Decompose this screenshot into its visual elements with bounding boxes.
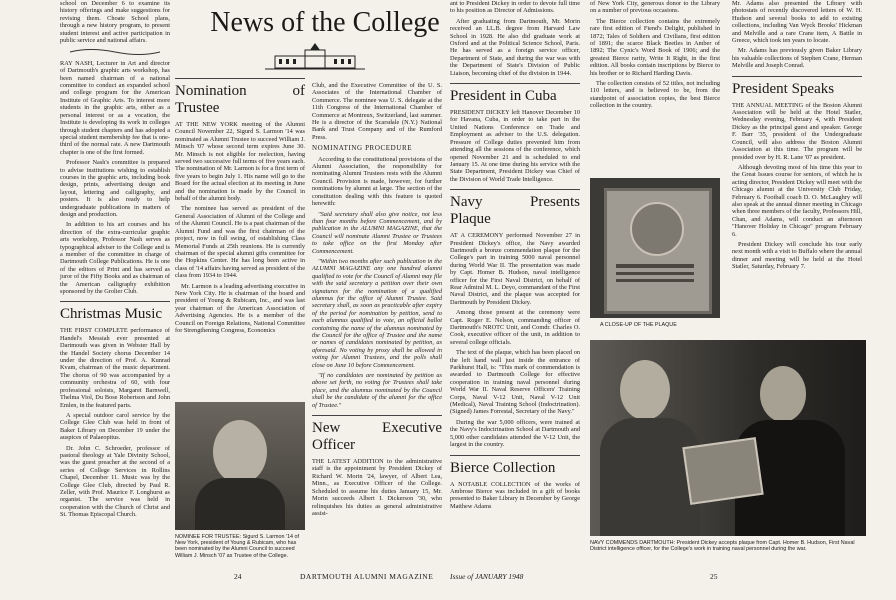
nominee-portrait-photo (175, 402, 305, 530)
procedure-paragraph-1: According to the constitutional provisions of the Alumni Association, the responsibility for nominating Alumni Trustees rests with the Alumni Council. Provision is made, however, for further nominations by alumni at large. The section of the constitution dealing with this feature is quoted herewith: (312, 155, 442, 208)
nomination-paragraph-1: AT THE NEW YORK meeting of the Alumni Council November 22, Sigurd S. Larmon '14 was nominated as Alumni Trustee to succeed William J. Minsch '07 whose second term expires June 30. Mr. Minsch is not eligible for reelection, having served two successive full terms of five years each. The nomination of Mr. Larmon is for a first term of five years to begin July 1. His name will go to the Board for the actual election at its meeting in June and the nomination is made by the Council in behalf of the alumni body. (175, 121, 305, 203)
column-5 (590, 0, 720, 113)
column-3 (312, 82, 442, 520)
plaque-photo (590, 178, 720, 318)
nomination-paragraph-2: The nominee has served as president of the General Association of Alumni of the College and of the Alumni Council. He is a past chairman of the Alumni Fund and was the first chairman of the project, now in full swing, of establishing Class Memorial Funds at 25th reunions. He is currently chairman of the special alumni gifts committee for the Hopkins Center. He has long been active in class of '14 affairs having served as president of the class from 1934 to 1944. (175, 205, 305, 280)
bierce-continued: of New York City, generous donor to the Library on a number of previous occasions. (590, 0, 720, 15)
adams-paragraph-1: Mr. Adams also presented the Library with photostats of recently discovered letters of W. H. Hudson and several books to add to existing collections, including Van Wyck Brooks' Hickman and Melville and a rare Crane item, A Battle in Greece, which took ten years to locate. (732, 0, 862, 45)
navy-paragraph-1: AT A CEREMONY performed November 27 in President Dickey's office, the Navy awarded Dartmouth a bronze commendation plaque for the College's part in training 5000 naval personnel during World War II. The presentation was made by Capt. Homer B. Hudson, naval intelligence officer for the First Naval District, on behalf of Rear Admiral M. L. Deyo, commandant of the First Naval District, and the plaque was accepted for Dartmouth by President Dickey. (450, 232, 580, 306)
column-4 (450, 0, 580, 513)
col1-top: school on December 6 to examine its history offerings and make suggestions for revising them. Choate School plans, through a new history program, to present student interest and active participation in public service and national affairs. (60, 0, 170, 45)
divider (312, 415, 442, 416)
nominating-procedure-subhead: NOMINATING PROCEDURE (312, 144, 413, 153)
navy-paragraph-4: During the war 5,000 officers, were trained at the Navy's Indoctrination School at Dartmouth and 5,000 other candidates attended the V-12 Unit, the largest in the country. (450, 418, 580, 449)
masthead-title: News of the College (210, 7, 440, 38)
bierce-paragraph-2: The Bierce collection contains the extremely rare first edition of Fiend's Delight, published in 1872; Tales of Soldiers and Civilians, first edition of 1891; the scarce Black Beetles in Amber of 1892; The Cynic's Word Book of 1906; and the greatest Bierce rarity, Write It Right, in the first edition. All books contain inscriptions by Bierce to his brother or to Richard Harding Davis. (590, 17, 720, 77)
page-number-left: 24 (234, 572, 242, 581)
president-cuba-heading: President in Cuba (450, 88, 557, 105)
college-building-vignette (265, 42, 365, 70)
divider (450, 189, 580, 190)
navy-ceremony-caption: NAVY COMMENDS DARTMOUTH: President Dickey accepts plaque from Capt. Homer B. Hudson, First Naval District intelligence officer, for the College's work in training naval personnel during the war. (590, 540, 855, 553)
column-2 (175, 78, 305, 337)
column-1 (60, 0, 170, 522)
executive-officer-paragraph: THE LATEST ADDITION to the administrative staff is the appointment by President Dickey of Richard W. Morin '24, lawyer, of Albert Lea, Minn., as Executive Officer of the College. Scheduled to assume his duties January 15, Mr. Morin succeeds Albert I. Dickerson '30, who relinquishes his duties as general administrative assist- (312, 458, 442, 517)
bierce-paragraph-3: The collection consists of 52 titles, not including 110 letters, and is believed to be, from the standpoint of association copies, the best Bierce collection in the country. (590, 80, 720, 110)
divider (60, 301, 170, 302)
procedure-quote-2: "Within two months after such publication in the ALUMNI MAGAZINE any one hundred alumni qualified to vote for the Council of Alumni may file with the said secretary a petition over their own signatures for the nomination of a qualified alumnus for the office of Alumni Trustee. Said secretary shall, as soon as practicable after expiry of the period for nomination by petition, send to each alumnus qualified to vote, an official ballot containing the name of the alumnus nominated by the Council for the office of Trustee and the name or names of candidates nominated by petition, as aforesaid. No voting by proxy shall be allowed in voting for Alumni Trustees, and the polls shall close on June 10 before Commencement. (312, 257, 442, 369)
speaks-paragraph-2: Although devoting most of his time this year to the Great Issues course for seniors, of which he is acting director, President Dickey will meet with the Chicago alumni at the University Club Friday, February 6. Football coach D. O. McLaughry will also speak at the annual dinner meeting in Chicago when three members of the faculty, Professors Hill, Chan, and Adams, will conduct an afternoon "Hanover Holiday in Chicago" program February 6. (732, 163, 862, 238)
bierce-paragraph-1: A NOTABLE COLLECTION of the works of Ambrose Bierce was included in a gift of books presented to Baker Library in December by George Matthew Adams (450, 480, 580, 510)
nomination-paragraph-3: Mr. Larmon is a leading advertising executive in New York City. He is chairman of the board and president of Young & Rubicam, Inc., and was last year chairman of the American Association of Advertising Agencies. He is a member of the Council on Foreign Relations, National Committee for Strengthening Congress, Economics (175, 282, 305, 334)
plaque-caption: A CLOSE-UP OF THE PLAQUE (600, 322, 677, 328)
morin-continued: ant to President Dickey in order to devote full time to his position as Director of Admissions. (450, 0, 580, 15)
christmas-paragraph-3: Dr. John C. Schroeder, professor of pastoral theology at Yale Divinity School, was the guest preacher at the second of a series of College Services in Rollins Chapel, December 11. Music was by the College Glee Club, directed by Paul R. Zeller, with Prof. Maurice F. Longhurst as organist. The service was held in cooperation with the Church of Christ and St. Thomas Episcopal Church. (60, 444, 170, 519)
magazine-footer: DARTMOUTH ALUMNI MAGAZINE (300, 572, 434, 581)
christmas-music-heading: Christmas Music (60, 306, 163, 323)
navy-paragraph-2: Among those present at the ceremony were Capt. Roger E. Nelson, commanding officer of Dartmouth's NROTC Unit, and Comdr. Charles O. Cook, executive officer of the unit, in addition to several college officials. (450, 309, 580, 346)
navy-ceremony-photo (590, 340, 866, 536)
cuba-paragraph: PRESIDENT DICKEY left Hanover December 10 for Havana, Cuba, in order to take part in the United Nations Conference on Trade and Employment as adviser to the U.S. delegation. Pressure of College duties prevented him from attending all the sessions of the conference, which opened November 21 and is scheduled to end January 15. At one time during his service with the State Department, President Dickey was Chief of the Division of World Trade Intelligence. (450, 109, 580, 183)
nash-paragraph-1: RAY NASH, Lecturer in Art and director of Dartmouth's graphic arts workshop, has been named chairman of a national committee to conduct an expanded school and college program for the American Institute of Graphic Arts. To interest more students in the graphic arts, either as a personal interest or as a vocation, the Institute is developing its work in colleges through student chapters and has adopted a special student membership fee that is one-third of the normal rate. A new Dartmouth chapter is one of the first formed. (60, 59, 170, 156)
divider (175, 78, 305, 79)
morin-paragraph-2: After graduating from Dartmouth, Mr. Morin received an LL.B. degree from Harvard Law School in 1928. He also did graduate work at Oxford and at the Political Science School, Paris. He has served as a foreign service officer, Department of State, and during the war was with the Department of State's Division of Public Liaison, becoming chief of the division in 1944. (450, 17, 580, 77)
issue-footer: Issue of JANUARY 1948 (450, 572, 524, 581)
navy-plaque-heading: Navy Presents Plaque (450, 194, 580, 228)
christmas-paragraph-2: A special outdoor carol service by the College Glee Club was held in front of Baker Library on December 19 under the auspices of Palaeopitus. (60, 411, 170, 442)
procedure-quote-3: "If no candidates are nominated by petition as above set forth, no voting for Trustees shall take place, and the alumnus nominated by the Council shall be the candidate of the alumni for the office of Trustee." (312, 372, 442, 409)
speaks-paragraph-3: President Dickey will conclude his tour early next month with a visit to Buffalo where the annual dinner and meeting will be held at the Hotel Statler, Saturday, February 7. (732, 240, 862, 271)
bierce-collection-heading: Bierce Collection (450, 459, 556, 476)
nomination-heading: Nomination of Trustee (175, 83, 305, 116)
page-number-right: 25 (710, 572, 718, 581)
executive-officer-heading: New Executive Officer (312, 420, 442, 454)
nominee-caption: NOMINEE FOR TRUSTEE: Sigurd S. Larmon '14 of New York, president of Young & Rubicam, who has been nominated by the Alumni Council to succeed William J. Minsch '07 as Trustee of the College. (175, 534, 300, 559)
adams-paragraph-2: Mr. Adams has previously given Baker Library his valuable collections of Stephen Crane, Herman Melville and Joseph Conrad. (732, 47, 862, 70)
divider (732, 76, 862, 77)
procedure-quote-1: "Said secretary shall also give notice, not less than four months before Commencement, and by publication in the ALUMNI MAGAZINE, that the Council will nominate Alumni Trustee or Trustees to take office on the first Monday after Commencement. (312, 210, 442, 255)
divider (450, 83, 580, 84)
christmas-paragraph-1: THE FIRST COMPLETE performance of Handel's Messiah ever presented at Dartmouth was given in Webster Hall by the Handel Society chorus December 14 under the direction of Prof. A. Kunrad Kvam, chairman of the music department. The chorus of 90 was accompanied by a community orchestra of 60, with four professional soloists, Margaret Barnwell, Thelma Viol, Du Bose Robertson and John Emlen, in the featured parts. (60, 327, 170, 409)
column-6 (732, 0, 862, 274)
ornament-icon (60, 47, 170, 57)
president-speaks-heading: President Speaks (732, 80, 835, 97)
speaks-paragraph-1: THE ANNUAL MEETING of the Boston Alumni Association will be held at the Hotel Statler, Wednesday evening, February 4, with President Dickey as the principal guest and speaker. George F. Barr '35, president of the Undergraduate Council, will also address the Boston Alumni Association at this time. The program will be presided over by H. R. Lane '07 as president. (732, 101, 862, 161)
navy-paragraph-3: The text of the plaque, which has been placed on the left hand wall just inside the entrance of Parkhurst Hall, is: "This mark of commendation is awarded to Dartmouth College for effective cooperation in training naval personnel during World War II. Naval Reserve Officers' Training Corps, Naval V-12 Unit, Naval V-12 Unit (Medical), Naval Training School (Indoctrination). (Signed) James Forrestal, Secretary of the Navy." (450, 349, 580, 416)
nash-paragraph-2: Professor Nash's committee is prepared to advise institutions wishing to establish courses in the graphic arts, including book design, prints, advertising design and layout, lettering and calligraphy, and posters. It is also ready to help undergraduate publications in matters of design and production. (60, 159, 170, 218)
trustee-continued: Club, and the Executive Committee of the U. S. Associates of the International Chamber of Commerce. The nominee was U. S. delegate at the 11th Congress of the International Chamber of Commerce at Montreux, Switzerland, last summer. He is a director of the Scarsdale (N.Y.) National Bank and Trust Company and of the Rumford Press. (312, 82, 442, 141)
nash-paragraph-3: In addition to his art courses and his direction of the extra-curricular graphic arts workshop, Professor Nash serves as typographical adviser to the College and is a member of the committee in charge of Dartmouth College Publications. He is one of the editors of Print and has served as juror of the Fifty Books and as chairman of the American calligraphy exhibition sponsored by the Grolier Club. (60, 221, 170, 296)
divider (450, 455, 580, 456)
